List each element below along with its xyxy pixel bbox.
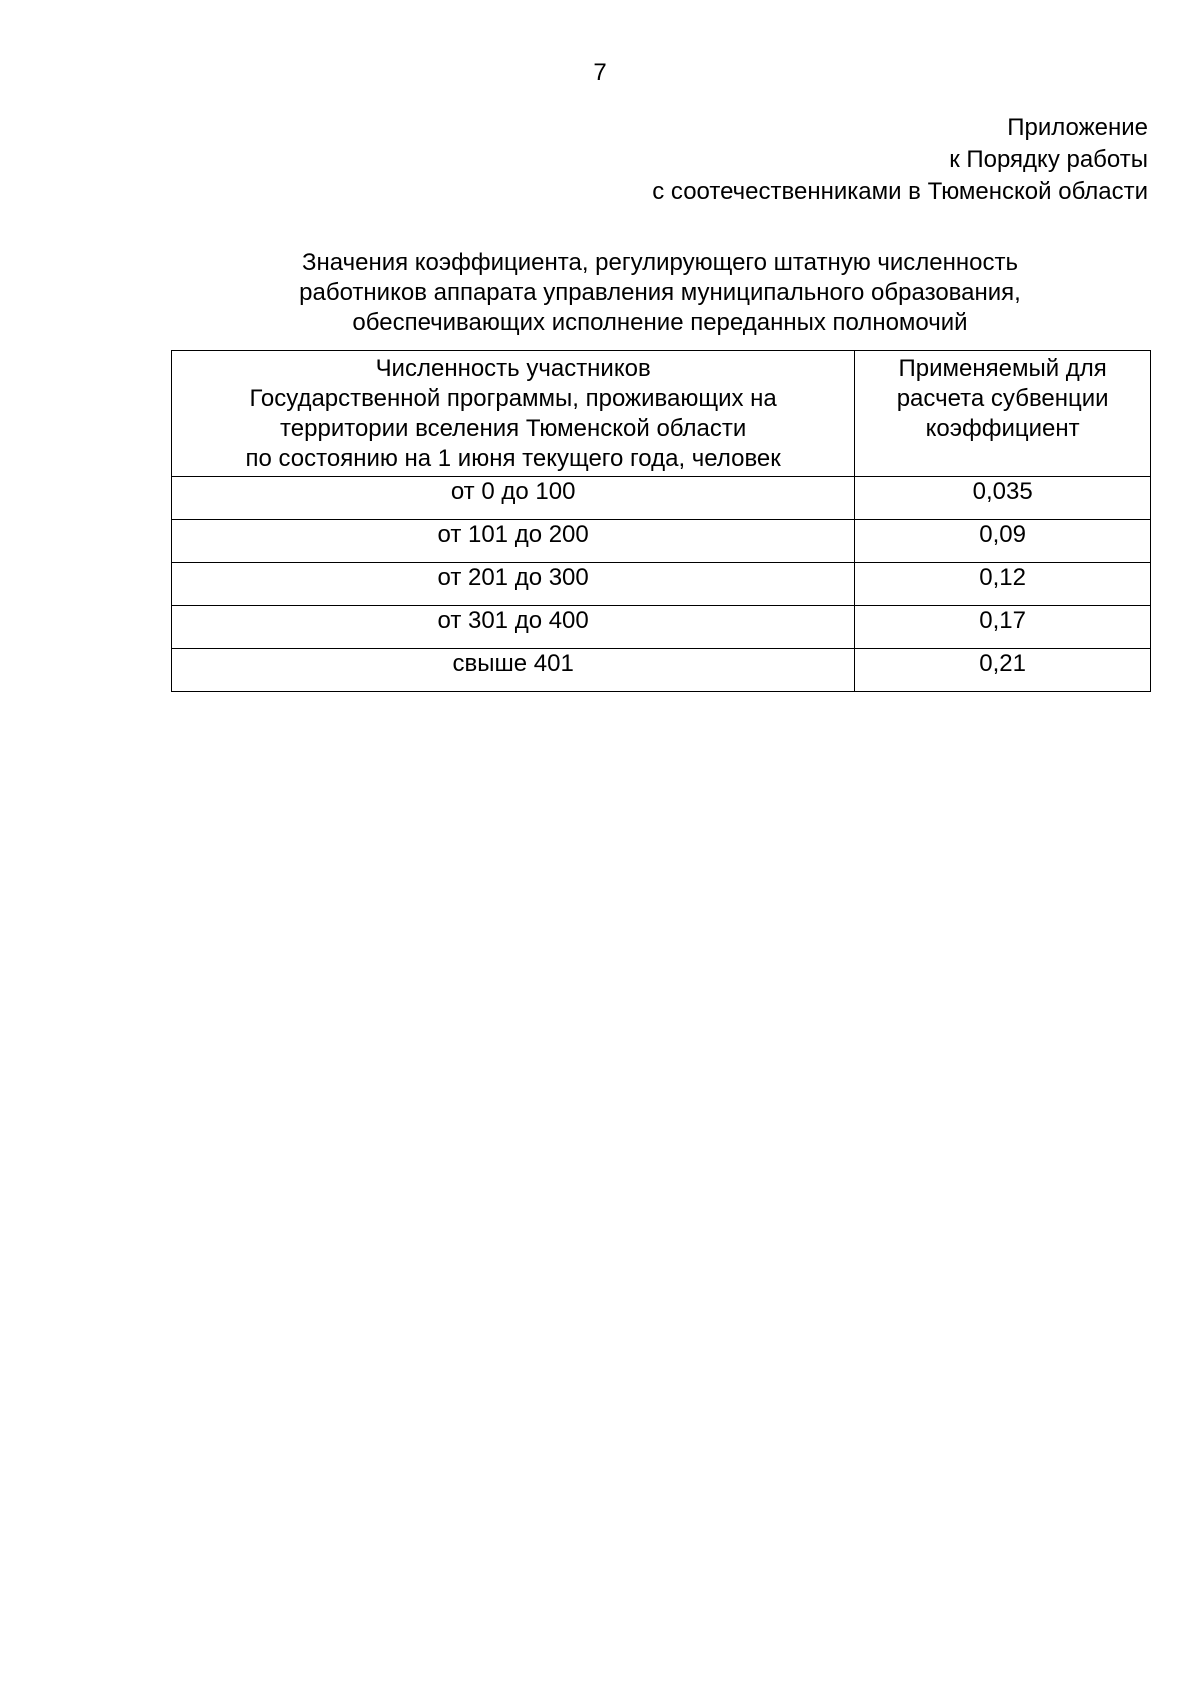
appendix-heading bbox=[448, 112, 1148, 208]
header-participants-count bbox=[172, 351, 855, 477]
appendix-line: с соотечественниками в Тюменской области bbox=[652, 178, 1148, 205]
coefficient-cell: 0,035 bbox=[855, 477, 1151, 520]
header-line: территории вселения Тюменской области bbox=[280, 415, 747, 442]
table-row bbox=[172, 649, 1151, 692]
header-line: по состоянию на 1 июня текущего года, человек bbox=[245, 445, 781, 472]
table-row bbox=[172, 520, 1151, 563]
coefficient-cell: 0,12 bbox=[855, 563, 1151, 606]
header-line: Численность участников bbox=[375, 355, 651, 382]
title-line: работников аппарата управления муниципального образования, bbox=[299, 279, 1021, 306]
document-title bbox=[170, 248, 1150, 338]
coefficient-table bbox=[171, 350, 1151, 692]
appendix-line: Приложение bbox=[1007, 114, 1148, 141]
coefficient-cell: 0,09 bbox=[855, 520, 1151, 563]
range-cell: от 101 до 200 bbox=[172, 520, 855, 563]
table-header-row bbox=[172, 351, 1151, 477]
table-row bbox=[172, 477, 1151, 520]
appendix-line: к Порядку работы bbox=[949, 146, 1148, 173]
coefficient-cell: 0,21 bbox=[855, 649, 1151, 692]
title-line: Значения коэффициента, регулирующего штатную численность bbox=[302, 249, 1018, 276]
table-row bbox=[172, 606, 1151, 649]
header-line: расчета субвенции bbox=[896, 385, 1109, 412]
table-row bbox=[172, 563, 1151, 606]
range-cell: свыше 401 bbox=[172, 649, 855, 692]
header-line: коэффициент bbox=[925, 415, 1080, 442]
header-line: Применяемый для bbox=[898, 355, 1107, 382]
header-coefficient bbox=[855, 351, 1151, 477]
header-line: Государственной программы, проживающих на bbox=[249, 385, 777, 412]
page-number: 7 bbox=[593, 59, 607, 86]
title-line: обеспечивающих исполнение переданных полномочий bbox=[352, 309, 968, 336]
coefficient-cell: 0,17 bbox=[855, 606, 1151, 649]
range-cell: от 0 до 100 bbox=[172, 477, 855, 520]
range-cell: от 301 до 400 bbox=[172, 606, 855, 649]
range-cell: от 201 до 300 bbox=[172, 563, 855, 606]
